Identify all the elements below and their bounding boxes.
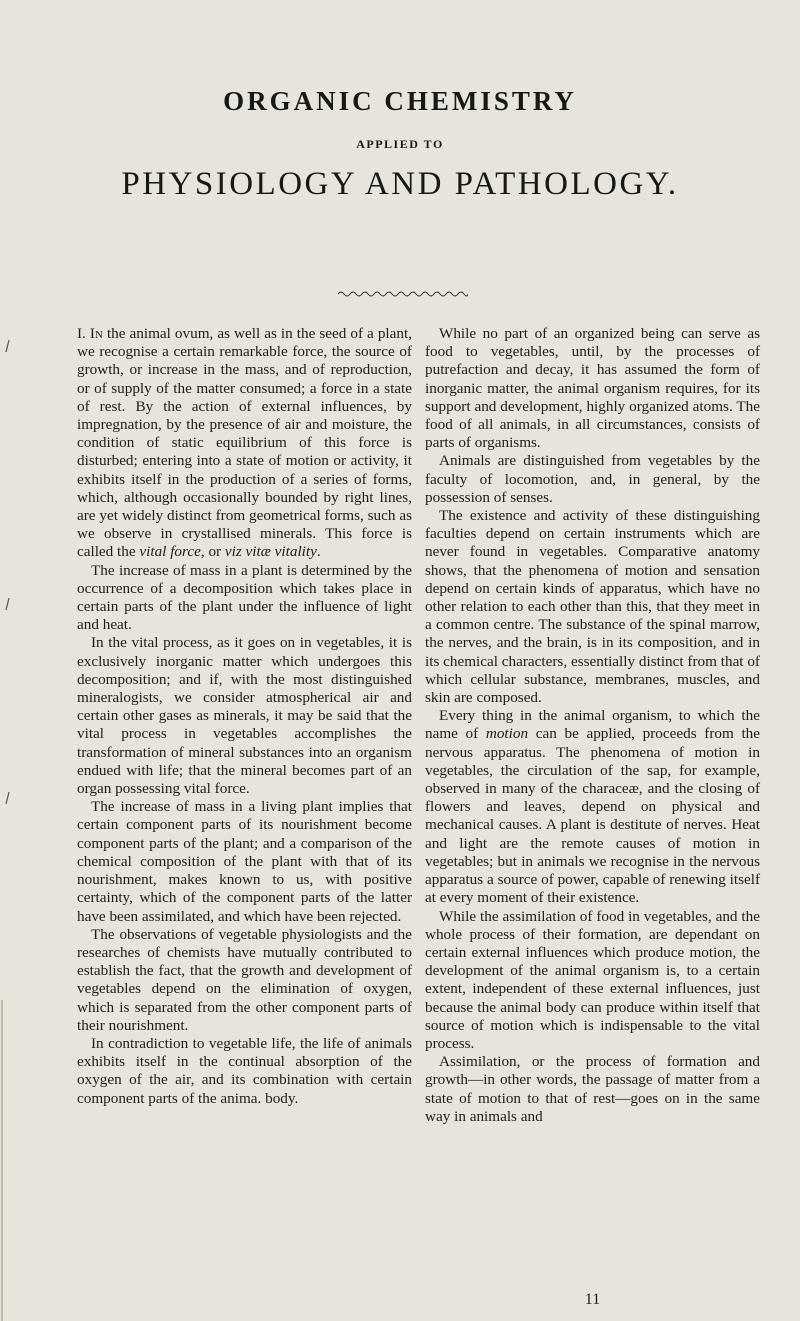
page-number: 11 bbox=[584, 1291, 601, 1308]
page-subtitle: PHYSIOLOGY AND PATHOLOGY. bbox=[121, 166, 679, 202]
binding-edge-marks bbox=[0, 0, 14, 1321]
italic-term: vital force bbox=[139, 543, 201, 561]
paragraph: While no part of an organized being can serve as food to vegetables, until, by the processes of putrefaction and decay, it has assumed the form of inorganic matter, the animal organism requires, for its support and development, highly organized atoms. The food of all animals, in all circumstances, consists of parts of organisms. bbox=[425, 325, 760, 452]
paragraph: The increase of mass in a plant is determined by the occurrence of a decomposition which takes place in certain parts of the plant under the influence of light and heat. bbox=[77, 561, 412, 634]
title-connector: APPLIED TO bbox=[356, 137, 444, 151]
paragraph: In the vital process, as it goes on in vegetables, it is exclusively inorganic matter which undergoes this decomposition; and if, with the most distinguished mineralogists, we consider atmospherical air and certain other gases as minerals, it may be said that the vital process in vegetables accomplishes the transformation of mineral substances into an organism endued with life; that the mineral becomes part of an organ possessing vital force. bbox=[77, 634, 412, 798]
italic-term: motion bbox=[485, 725, 529, 743]
paragraph: Animals are distinguished from vegetables by the faculty of locomotion, and, in general, by the possession of senses. bbox=[425, 452, 760, 506]
left-text-column bbox=[77, 325, 412, 1108]
paragraph: Assimilation, or the process of formation and growth—in other words, the passage of matter from a state of motion to that of rest—goes on in the same way in animals and bbox=[425, 1053, 760, 1125]
right-text-column bbox=[425, 325, 760, 1126]
paragraph: The observations of vegetable physiologists and the researches of chemists have mutually contributed to establish the fact, that the growth and development of vegetables depend on the elimination of oxygen, which is separated from the other component parts of their nourishment. bbox=[77, 925, 412, 1034]
paragraph: I. In the animal ovum, as well as in the seed of a plant, we recognise a certain remarkable force, the source of growth, or increase in the mass, and of reproduction, or of supply of the matter consumed; a force in a state of rest. By the action of external influences, by impregnation, by the presence of air and moisture, the condition of static equilibrium of this force is disturbed; entering into a state of motion or activity, it exhibits itself in the production of a series of forms, which, although occasionally bounded by right lines, are yet widely distinct from geometrical forms, such as we observe in crystallised minerals. This force is called the vital force, or viz vitæ vitality. bbox=[77, 325, 413, 561]
lead-word: In bbox=[89, 325, 103, 342]
paragraph: Every thing in the animal organism, to which the name of motion can be applied, proceeds from the nervous apparatus. The phenomena of motion in vegetables, the circulation of the sap, for example, observed in many of the characeæ, and the closing of flowers and leaves, depend on physical and mechanical causes. A plant is destitute of nerves. Heat and light are the remote causes of motion in vegetables; but in animals we recognise in the nervous apparatus a source of power, capable of renewing itself at every moment of their existence. bbox=[425, 707, 760, 907]
paragraph: While the assimilation of food in vegetables, and the whole process of their formation, are dependant on certain external influences which produce motion, the development of the animal organism is, to a certain extent, independent of these external influences, just because the animal body can produce within itself that source of motion which is indispensable to the vital process. bbox=[425, 907, 760, 1052]
page-title: ORGANIC CHEMISTRY bbox=[223, 86, 577, 116]
paragraph: In contradiction to vegetable life, the life of animals exhibits itself in the continual absorption of the oxygen of the air, and its combination with certain component parts of the anima. body. bbox=[77, 1034, 412, 1107]
paragraph: The increase of mass in a living plant implies that certain component parts of its nourishment become component parts of the plant; and a comparison of the chemical composition of the plant with that of its nourishment, makes known to us, with positive certainty, which of the component parts of the latter have been assimilated, and which have been rejected. bbox=[77, 798, 412, 925]
paragraph: The existence and activity of these distinguishing faculties depend on certain instruments which are never found in vegetables. Comparative anatomy shows, that the phenomena of motion and sensation depend on certain kinds of apparatus, which have no other relation to each other than this, that they meet in a common centre. The substance of the spinal marrow, the nerves, and the brain, is in its composition, and in its chemical characters, essentially distinct from that of which cellular substance, membranes, muscles, and skin are composed. bbox=[425, 507, 760, 707]
wavy-rule-ornament bbox=[338, 290, 468, 298]
paragraph-number: I. bbox=[77, 325, 86, 342]
italic-term: viz vitæ vitality bbox=[224, 543, 317, 561]
